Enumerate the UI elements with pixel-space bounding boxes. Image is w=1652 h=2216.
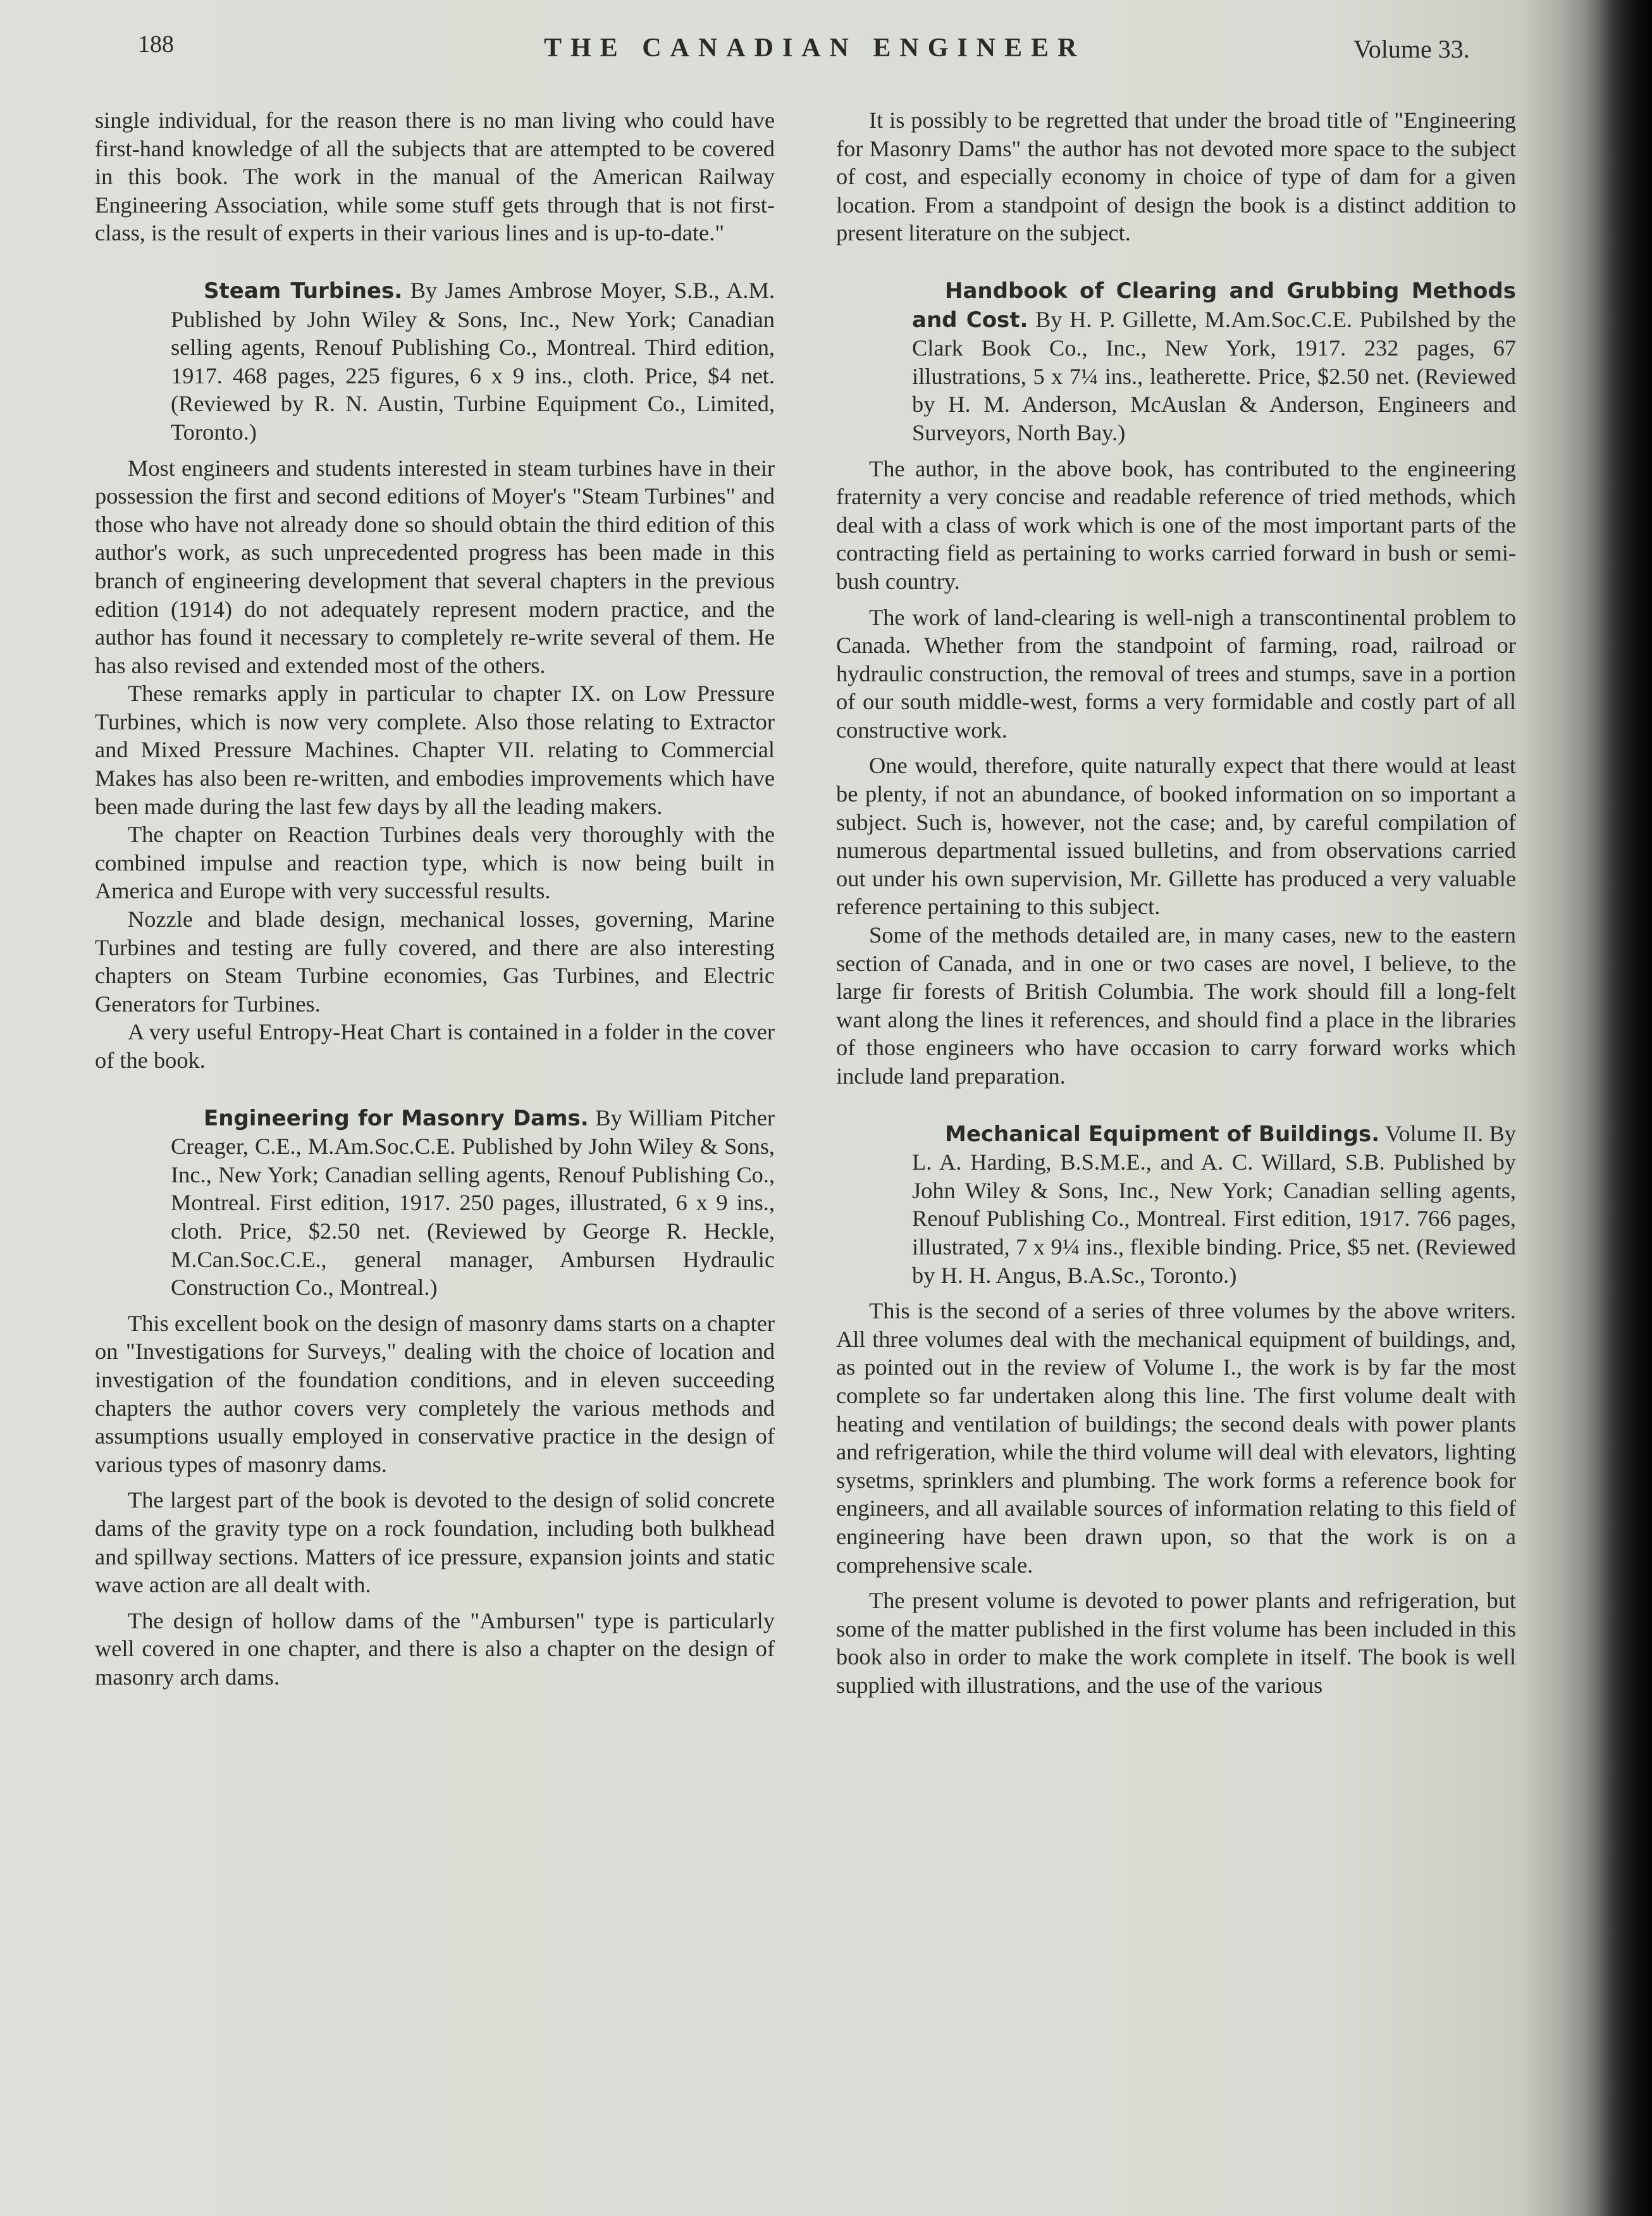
- review-paragraph: Most engineers and students interested in steam turbines have in their possession the first and second editions of Moyer's "Steam Turbines" and those who have not already done so should obtain the third edition of this author's work, as such unprecedented progress has been made in this branch of engineering development that several chapters in the previous edition (1914) do not adequately represent modern practice, and the author has found it necessary to completely re-write several of them. He has also revised and extended most of the others.: [95, 455, 775, 678]
- review-heading-steam-turbines: [95, 276, 775, 447]
- running-header: [0, 30, 1652, 81]
- left-column: [95, 106, 775, 1691]
- book-title: Mechanical Equipment of Buildings.: [945, 1121, 1380, 1147]
- review-paragraph: The chapter on Reaction Turbines deals very thoroughly with the combined impulse and reaction type, which is now being built in America and Europe with very successful results.: [95, 822, 775, 904]
- review-paragraph: The largest part of the book is devoted to the design of solid concrete dams of the gravity type on a rock foundation, including both bulkhead and spillway sections. Matters of ice pressure, expansion joints and static wave action are all dealt with.: [95, 1487, 775, 1598]
- book-title: Steam Turbines.: [204, 278, 403, 304]
- book-title: Engineering for Masonry Dams.: [204, 1105, 589, 1131]
- volume-label: Volume 33.: [1353, 35, 1470, 63]
- book-title: Handbook of Clearing and Grubbing Methods and Cost.: [912, 278, 1516, 333]
- review-paragraph: One would, therefore, quite naturally expect that there would at least be plenty, if not an abundance, of booked information on so important a subject. Such is, however, not the case; and, by careful compilation of numerous departmental issued bulletins, and from observations carried out under his own supervision, Mr. Gillette has produced a very valuable reference pertaining to this subject.: [836, 753, 1516, 920]
- book-citation: By H. P. Gillette, M.Am.Soc.C.E. Pubilshed by the Clark Book Co., Inc., New York, 1917. 232 pages, 67 illustrations, 5 x 7¼ ins., leatherette. Price, $2.50 net. (Reviewed by H. M. Anderson, McAuslan & Anderson, Engineers and Surveyors, North Bay.): [912, 306, 1516, 445]
- book-citation: Volume II. By L. A. Harding, B.S.M.E., and A. C. Willard, S.B. Published by John Wiley & Sons, Inc., New York; Canadian selling agents, Renouf Publishing Co., Montreal. First edition, 1917. 766 pages, illustrated, 7 x 9¼ ins., flexible binding. Price, $5 net. (Reviewed by H. H. Angus, B.A.Sc., Toronto.): [912, 1120, 1517, 1288]
- book-spine-shadow: [1562, 0, 1652, 2216]
- review-paragraph: This excellent book on the design of masonry dams starts on a chapter on "Investigations for Surveys," dealing with the choice of location and investigation of the foundation conditions, and in eleven succeeding chapters the author covers very completely the various methods and assumptions usually employed in conservative practice in the design of various types of masonry dams.: [95, 1310, 775, 1477]
- review-paragraph: The design of hollow dams of the "Ambursen" type is particularly well covered in one chapter, and there is also a chapter on the design of masonry arch dams.: [95, 1607, 775, 1690]
- review-paragraph: It is possibly to be regretted that under the broad title of "Engineering for Masonry Dams" the author has not devoted more space to the subject of cost, and especially economy in choice of type of dam for a given location. From a standpoint of design the book is a distinct addition to present literature on the subject.: [836, 108, 1516, 246]
- review-paragraph: The work of land-clearing is well-nigh a transcontinental problem to Canada. Whether from the standpoint of farming, road, railroad or hydraulic construction, the removal of trees and stumps, save in a portion of our south middle-west, forms a very formidable and costly part of all constructive work.: [836, 604, 1516, 743]
- journal-title: THE CANADIAN ENGINEER: [544, 34, 1086, 63]
- review-heading-mechanical-equipment: [836, 1120, 1516, 1290]
- review-heading-clearing-grubbing: [836, 276, 1516, 447]
- review-paragraph: This is the second of a series of three volumes by the above writers. All three volumes deal with the mechanical equipment of buildings, and, as pointed out in the review of Volume I., the work is by far the most complete so far undertaken along this line. The first volume dealt with heating and ventilation of buildings; the second deals with power plants and refrigeration, while the third volume will deal with elevators, lighting sysetms, sprinklers and plumbing. The work forms a reference book for engineers, and all available sources of information relating to this field of engineering have been drawn upon, so that the work is on a comprehensive scale.: [836, 1298, 1516, 1578]
- book-citation: By William Pitcher Creager, C.E., M.Am.Soc.C.E. Published by John Wiley & Sons, Inc., New York; Canadian selling agents, Renouf Publishing Co., Montreal. First edition, 1917. 250 pages, illustrated, 6 x 9 ins., cloth. Price, $2.50 net. (Reviewed by George R. Heckle, M.Can.Soc.C.E., general manager, Ambursen Hydraulic Construction Co., Montreal.): [171, 1105, 775, 1301]
- review-paragraph: These remarks apply in particular to chapter IX. on Low Pressure Turbines, which is now very complete. Also those relating to Extractor and Mixed Pressure Machines. Chapter VII. relating to Commercial Makes has also been re-written, and embodies improvements which have been made during the last few days by all the leading makers.: [95, 681, 775, 819]
- review-paragraph: The present volume is devoted to power plants and refrigeration, but some of the matter published in the first volume has been included in this book also in order to make the work complete in itself. The book is well supplied with illustrations, and the use of the various: [836, 1588, 1516, 1698]
- review-paragraph: A very useful Entropy-Heat Chart is contained in a folder in the cover of the book.: [95, 1019, 775, 1073]
- book-citation: By James Ambrose Moyer, S.B., A.M. Published by John Wiley & Sons, Inc., New York; Canadian selling agents, Renouf Publishing Co., Montreal. Third edition, 1917. 468 pages, 225 figures, 6 x 9 ins., cloth. Price, $4 net. (Reviewed by R. N. Austin, Turbine Equipment Co., Limited, Toronto.): [171, 277, 775, 445]
- review-paragraph: Nozzle and blade design, mechanical losses, governing, Marine Turbines and testing are fully covered, and there are also interesting chapters on Steam Turbine economies, Gas Turbines, and Electric Generators for Turbines.: [95, 907, 775, 1017]
- page-number: 188: [138, 31, 174, 58]
- review-heading-masonry-dams: [95, 1104, 775, 1302]
- review-paragraph: Some of the methods detailed are, in many cases, new to the eastern section of Canada, and in one or two cases are novel, I believe, to the large fir forests of British Columbia. The work should fill a long-felt want along the lines it references, and should find a place in the libraries of those engineers who have occasion to carry forward works which include land preparation.: [836, 922, 1516, 1089]
- intro-paragraph: single individual, for the reason there is no man living who could have first-hand knowledge of all the subjects that are attempted to be covered in this book. The work in the manual of the American Railway Engineering Association, while some stuff gets through that is not first-class, is the result of experts in their various lines and is up-to-date.": [95, 108, 775, 246]
- right-column: [836, 106, 1516, 1699]
- review-paragraph: The author, in the above book, has contributed to the engineering fraternity a very concise and readable reference of tried methods, which deal with a class of work which is one of the most important parts of the contracting field as pertaining to works carried forward in bush or semi-bush country.: [836, 455, 1516, 594]
